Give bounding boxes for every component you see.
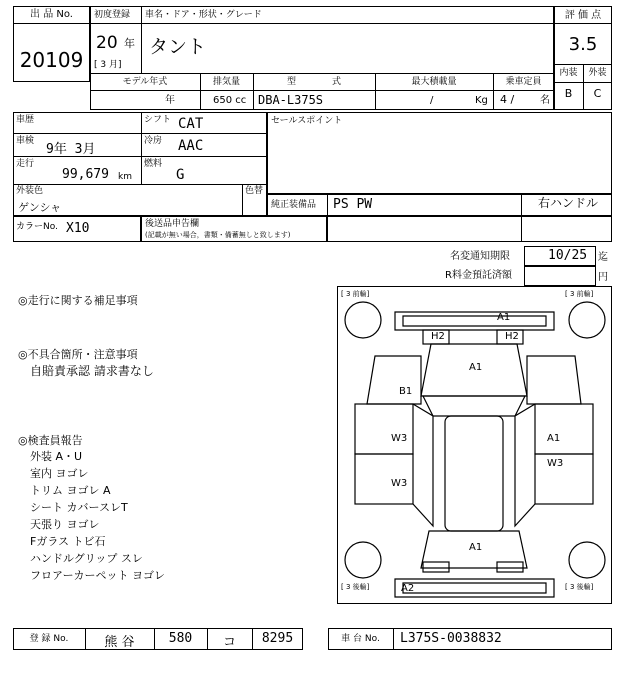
tail-light-right — [497, 562, 523, 572]
aftermarket-extra-box — [327, 216, 612, 242]
rating-value: 3.5 — [568, 34, 598, 55]
diagram-mark: B1 — [399, 386, 413, 397]
inspection-value: 9年 3月 — [46, 142, 96, 157]
car-diagram — [337, 286, 612, 604]
first-reg-year: 20 — [96, 33, 118, 53]
diagram-mark: H2 — [431, 331, 445, 342]
tail-light-left — [423, 562, 449, 572]
lot-label: 出 品 No. — [30, 9, 73, 20]
max-load-unit: Kg — [475, 95, 488, 106]
inspector-line: フロアーカーペット ヨゴレ — [30, 569, 165, 582]
equipment-label: 純正装備品 — [271, 200, 317, 210]
door-rear-right — [535, 454, 593, 504]
diagram-mark: W3 — [391, 433, 408, 444]
door-front-left — [355, 404, 413, 454]
reg-class: 580 — [168, 631, 193, 646]
car-desc-label: 車名・ドア・形状・グレード — [145, 10, 262, 20]
history-label: 車歴 — [16, 115, 35, 125]
corner-label: [ 3 前輪] — [565, 290, 594, 298]
type-label: 型 式 — [286, 77, 341, 87]
corner-label: [ 3 前輪] — [341, 290, 370, 298]
inspection-label: 車検 — [16, 136, 35, 146]
recycle-unit: 円 — [598, 272, 608, 283]
inspector-line: Fガラス トビ石 — [30, 535, 106, 548]
corner-label: [ 3 後輪] — [565, 583, 594, 591]
diagram-mark: W3 — [391, 478, 408, 489]
diagram-mark: A1 — [547, 433, 561, 444]
fender-right — [527, 356, 581, 404]
capacity-unit: 名 — [540, 95, 550, 106]
recycle-label: R料金預託済額 — [445, 270, 512, 281]
inspector-line: シート カバースレT — [30, 501, 128, 514]
max-load-value: / — [430, 95, 434, 106]
aftermarket-note: (記載が無い場合，書類・備蓄無しと致します) — [145, 231, 291, 239]
interior-grade: B — [564, 87, 573, 100]
roof — [445, 416, 503, 531]
inspector-line: トリム ヨゴレ A — [30, 484, 111, 497]
inspector-line: 天張り ヨゴレ — [30, 518, 100, 531]
chassis-label: 車 台 No. — [341, 634, 380, 644]
name-change-value: 10/25 — [548, 248, 588, 263]
capacity-label: 乗車定員 — [505, 77, 542, 87]
defects-text: 自賠責承認 請求書なし — [30, 364, 154, 378]
reg-label: 登 録 No. — [29, 634, 69, 644]
inspector-line: 室内 ヨゴレ — [30, 467, 89, 480]
reg-kana: コ — [222, 635, 236, 650]
name-change-unit: 迄 — [598, 252, 608, 263]
shift-value: CAT — [178, 116, 204, 132]
displacement-label: 排気量 — [212, 77, 240, 87]
defects-label: ◎不具合箇所・注意事項 — [18, 348, 138, 361]
ac-label: 冷房 — [144, 136, 163, 146]
diagram-mark: A1 — [469, 542, 483, 553]
diagram-mark: H2 — [505, 331, 519, 342]
selling-points-label: セールスポイント — [271, 116, 343, 126]
door-front-right — [535, 404, 593, 454]
steering-value: 右ハンドル — [538, 196, 599, 210]
mileage-unit: km — [118, 172, 132, 182]
lot-number: 20109 — [19, 48, 84, 72]
first-reg-label: 初度登録 — [94, 10, 131, 20]
color-change-label: 色替 — [245, 186, 264, 196]
model-year-value: 年 — [165, 95, 175, 106]
inspector-line: 外装 A・U — [30, 450, 83, 463]
driving-remarks-label: ◎走行に関する補足事項 — [18, 294, 138, 307]
exterior-grade: C — [593, 87, 602, 100]
inspector-line: ハンドルグリップ スレ — [30, 552, 143, 565]
year-unit: 年 — [124, 37, 135, 50]
name-change-label: 名変通知期限 — [450, 251, 510, 262]
equipment-value: PS PW — [333, 197, 373, 212]
color-no-label: カラーNo. — [16, 222, 58, 232]
first-reg-month: [ 3 月] — [94, 60, 122, 70]
wheel-front-left — [345, 302, 381, 338]
windshield — [423, 396, 525, 416]
color-no-value: X10 — [66, 221, 90, 236]
diagram-mark: A2 — [401, 583, 415, 594]
diagram-mark: A1 — [469, 362, 483, 373]
interior-label: 内装 — [559, 68, 578, 78]
car-name: タント — [149, 36, 207, 58]
ext-color-value: ゲンシャ — [18, 201, 62, 214]
front-bumper — [395, 312, 554, 330]
diagram-mark: A1 — [497, 312, 511, 323]
ext-color-label: 外装色 — [16, 186, 44, 196]
reg-number: 8295 — [261, 631, 294, 646]
displacement-value: 650 cc — [213, 95, 247, 106]
diagram-mark: W3 — [547, 458, 564, 469]
rating-label: 評 価 点 — [564, 10, 602, 21]
shift-label: シフト — [144, 115, 172, 125]
wheel-rear-right — [569, 542, 605, 578]
fender-left — [367, 356, 421, 404]
reg-city: 熊 谷 — [104, 635, 135, 650]
model-year-label: モデル年式 — [122, 77, 168, 87]
fuel-value: G — [176, 167, 185, 183]
recycle-box — [524, 266, 596, 286]
wheel-front-right — [569, 302, 605, 338]
corner-label: [ 3 後輪] — [341, 583, 370, 591]
max-load-label: 最大積載量 — [411, 77, 457, 87]
mileage-label: 走行 — [16, 159, 35, 169]
wheel-rear-left — [345, 542, 381, 578]
exterior-label: 外装 — [588, 68, 607, 78]
aftermarket-label: 後送品申告欄 — [145, 219, 200, 229]
chassis-value: L375S-0038832 — [400, 631, 502, 646]
rear-bumper — [395, 579, 554, 597]
mileage-value: 99,679 — [62, 167, 109, 182]
type-value: DBA-L375S — [258, 93, 324, 107]
ac-value: AAC — [178, 138, 204, 154]
fuel-label: 燃料 — [144, 159, 163, 169]
capacity-value: 4 / — [500, 93, 515, 106]
inspector-label: ◎検査員報告 — [18, 434, 83, 447]
